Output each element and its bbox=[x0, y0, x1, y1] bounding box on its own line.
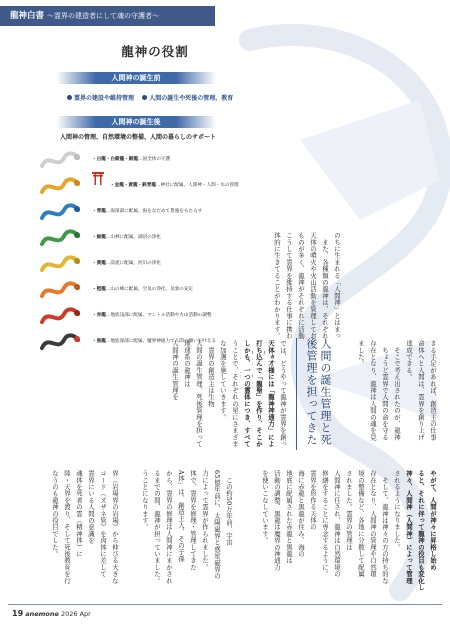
body-column: 地球系の龍神は bbox=[183, 340, 191, 387]
body-column: 陸・天界を渡り、そして死後教育を行 bbox=[63, 470, 71, 584]
dragon-text bbox=[92, 208, 202, 214]
dragon-text bbox=[92, 286, 193, 292]
issue-label: 2026 Apr bbox=[61, 610, 91, 618]
dragon-name: ・黄龍 bbox=[92, 261, 106, 266]
body-column: きる手足があれば、創造主の仕事 bbox=[429, 340, 437, 441]
dragon-text bbox=[92, 260, 161, 266]
subheading-rule bbox=[296, 338, 297, 450]
bold-text: 神々、人間神（人間神）によって管理 bbox=[405, 470, 413, 584]
body-column: うことで、それぞれの星にさまざま bbox=[231, 340, 239, 448]
dragon-text bbox=[92, 234, 161, 240]
bold-text: やがて、人間が神々に昇格し始め bbox=[429, 470, 437, 571]
body-column: るまでの間、龍神が担っていました。 bbox=[153, 470, 161, 584]
header-banner bbox=[0, 6, 215, 26]
body-column: こうして霊界を維持する仕事に携わ bbox=[285, 232, 293, 340]
footer-rule bbox=[8, 604, 442, 605]
body-column: から、霊界の修理は人間神にまかされ bbox=[165, 470, 173, 584]
bold-text: しかも、一つの霊体につき、すべて bbox=[243, 340, 251, 448]
page-footer bbox=[12, 609, 91, 618]
dragon-desc: …地底深部に配属、魔界神通力で人間の願いを叶える bbox=[105, 339, 217, 344]
body-column: 界（岩場界の岩場）から伸びる大きな bbox=[111, 470, 119, 584]
bold-text: 天体ヵ才様には「龍神神通力」によ bbox=[267, 340, 275, 448]
bullet-text: 人間の誕生や死後の管理、教育 bbox=[149, 95, 234, 102]
body-column: ちょうど霊界で人間の命を守る bbox=[381, 346, 389, 441]
black-dragon-icon bbox=[40, 330, 80, 354]
red-dragon-icon bbox=[40, 304, 80, 328]
body-column: この約50万年前、宇宙 bbox=[225, 470, 233, 546]
dragon-desc: …山の峰に配属、空気の浄化、気象の安定 bbox=[105, 287, 194, 292]
dragon-name: ・橙龍 bbox=[92, 287, 106, 292]
bullet-text: 霊界の建設や維持管理 bbox=[74, 95, 135, 102]
dragon-desc: …神社に配属、人間神・人間・水の管理 bbox=[155, 183, 239, 188]
body-column: 65億年前に、太陽磁界と惑星磁界の bbox=[213, 470, 221, 580]
bold-text: ると、それに伴って龍神の役目も変化し bbox=[417, 470, 425, 591]
bullet-icon bbox=[142, 95, 147, 100]
dragon-desc: …地底浅部に配属、マントル活動や火山活動の調整 bbox=[105, 313, 212, 318]
gold-dragon-icon bbox=[40, 174, 80, 198]
dragon-text bbox=[92, 156, 170, 162]
body-column: 人間神に任され、龍神は自然環境の bbox=[333, 470, 341, 578]
dragon-name: ・白龍・白銀龍・銀龍 bbox=[92, 157, 138, 162]
page-title: 龍神の役割 bbox=[121, 44, 189, 59]
bold-text: 打ち込んで「龍聖」を作り、そこか bbox=[255, 340, 263, 448]
body-column-bold bbox=[426, 470, 438, 595]
dragon-desc: …海深部に配属、海をなだめて豊漁をもたらす bbox=[105, 209, 203, 214]
dragon-row bbox=[40, 148, 280, 172]
dragon-desc: …国全体の守護 bbox=[137, 157, 171, 162]
dragon-row bbox=[40, 252, 280, 276]
body-column: 修繕をすることに専念するように。 bbox=[321, 470, 329, 578]
body-column: そこで考え出されたのが、龍神 bbox=[393, 346, 401, 441]
orange-dragon-icon bbox=[40, 278, 80, 302]
body-column: されました。霊界の管理は bbox=[345, 470, 353, 551]
body-column: のちに生まれる「人間神」とはまっ bbox=[333, 232, 341, 340]
body-column-bold bbox=[264, 340, 276, 448]
dragon-row bbox=[40, 304, 280, 328]
dragon-text bbox=[92, 312, 211, 318]
body-column: なうのも龍神の役目でした。 bbox=[51, 470, 59, 558]
body-column: ました。 bbox=[357, 340, 365, 367]
body-column: 人間の誕生管理、死後管理を担って bbox=[195, 340, 203, 448]
before-birth-bullets bbox=[67, 93, 233, 102]
body-column: 体的に生きてることがわかります。 bbox=[273, 232, 281, 340]
body-column: を使いこなしています。 bbox=[261, 470, 269, 544]
body-column: 地底に配属された赤龍と黒龍は bbox=[285, 470, 293, 564]
body-column: 活動の調整、黒龍は魔界の神通力 bbox=[273, 470, 281, 571]
body-column-bold bbox=[402, 470, 414, 595]
body-column bbox=[240, 340, 252, 448]
body-column: 人間神の誕生管理を bbox=[171, 340, 179, 401]
dragon-name: ・赤龍 bbox=[92, 313, 106, 318]
dragon-row bbox=[40, 200, 280, 224]
dragon-name: ・青龍 bbox=[92, 209, 106, 214]
body-column: 命体へと人間は、霊界を創り上げ bbox=[417, 340, 425, 441]
yellow-dragon-icon bbox=[40, 252, 80, 276]
body-column: また、各種類の龍神は、それぞれ bbox=[321, 238, 329, 340]
body-column-bold bbox=[414, 470, 426, 595]
body-column: 霊界にいる人間の意識を bbox=[87, 470, 95, 544]
dragon-row bbox=[40, 226, 280, 250]
dragon-name: ・金龍・黄龍・鉄青龍 bbox=[110, 183, 156, 188]
body-column: A体」は、創造主人、その子孫 bbox=[177, 470, 185, 563]
body-column-bold bbox=[252, 340, 264, 448]
body-column: されるようになりました。 bbox=[393, 470, 401, 551]
section-subheading: 人間の誕生管理と死後管理を担ってきた bbox=[305, 338, 332, 446]
body-column: うことになります。 bbox=[141, 470, 149, 531]
magazine-name: anemone bbox=[25, 610, 59, 618]
body-column: 魂体を死者の霊（精神体）に bbox=[75, 470, 83, 558]
body-column: 存在となり、龍神は人間の魂を見 bbox=[369, 340, 377, 441]
body-column: 体で、霊界を修理・管理してきた bbox=[189, 470, 197, 571]
dragon-row bbox=[40, 278, 280, 302]
header-title: 龍神白書 bbox=[10, 11, 45, 21]
body-column: 境の整備など、各地に分散して配属 bbox=[357, 470, 365, 578]
header-subtitle: 〜霊界の建造者にして魂の守護者〜 bbox=[46, 12, 159, 20]
body-column: 海に赤龍と黒龍が住み、海の bbox=[297, 470, 305, 558]
body-column: 霊界の創造主は生物 bbox=[207, 340, 215, 407]
section-band-after-birth: 人間神の誕生後 bbox=[56, 116, 216, 128]
body-column: 達成できる。 bbox=[405, 340, 413, 381]
bullet-icon bbox=[67, 95, 72, 100]
body-column: 存在となり、人間神の管理や自然環 bbox=[369, 470, 377, 578]
after-birth-summary: 人間神の管理、自然環境の整備、人間の暮らしのサポート bbox=[60, 134, 217, 141]
body-column: ものが多く、龍神がそれぞれに活動 bbox=[297, 232, 305, 340]
green-dragon-icon bbox=[40, 226, 80, 250]
dragon-desc: …山林に配属、湖沼の浄化 bbox=[105, 235, 161, 240]
dragon-text bbox=[110, 182, 239, 188]
body-column: では、どうやって龍神が霊界を創っ bbox=[279, 340, 287, 448]
white-dragon-icon bbox=[40, 148, 80, 172]
body-column: そして、龍神は神々の方の持ち的な bbox=[381, 470, 389, 584]
page-number: 19 bbox=[12, 609, 24, 618]
dragon-name: ・緑龍 bbox=[92, 235, 106, 240]
body-column: コード（ズザネ管）を肉体に差して bbox=[99, 470, 107, 578]
section-band-before-birth: 人間神の誕生前 bbox=[56, 72, 216, 84]
body-column: 霊界を形作る天体の bbox=[309, 470, 317, 531]
body-column: 力によって霊界が作られました。 bbox=[201, 470, 209, 571]
dragon-desc: …渓流に配属、河川の浄化 bbox=[105, 261, 161, 266]
body-column: 天体の噴火や火山活動を管理してお bbox=[309, 232, 317, 340]
blue-dragon-icon bbox=[40, 200, 80, 224]
dragon-row bbox=[40, 174, 280, 198]
dragon-name: ・黒龍 bbox=[92, 339, 106, 344]
body-column: な加護を施していきます。 bbox=[219, 340, 227, 421]
